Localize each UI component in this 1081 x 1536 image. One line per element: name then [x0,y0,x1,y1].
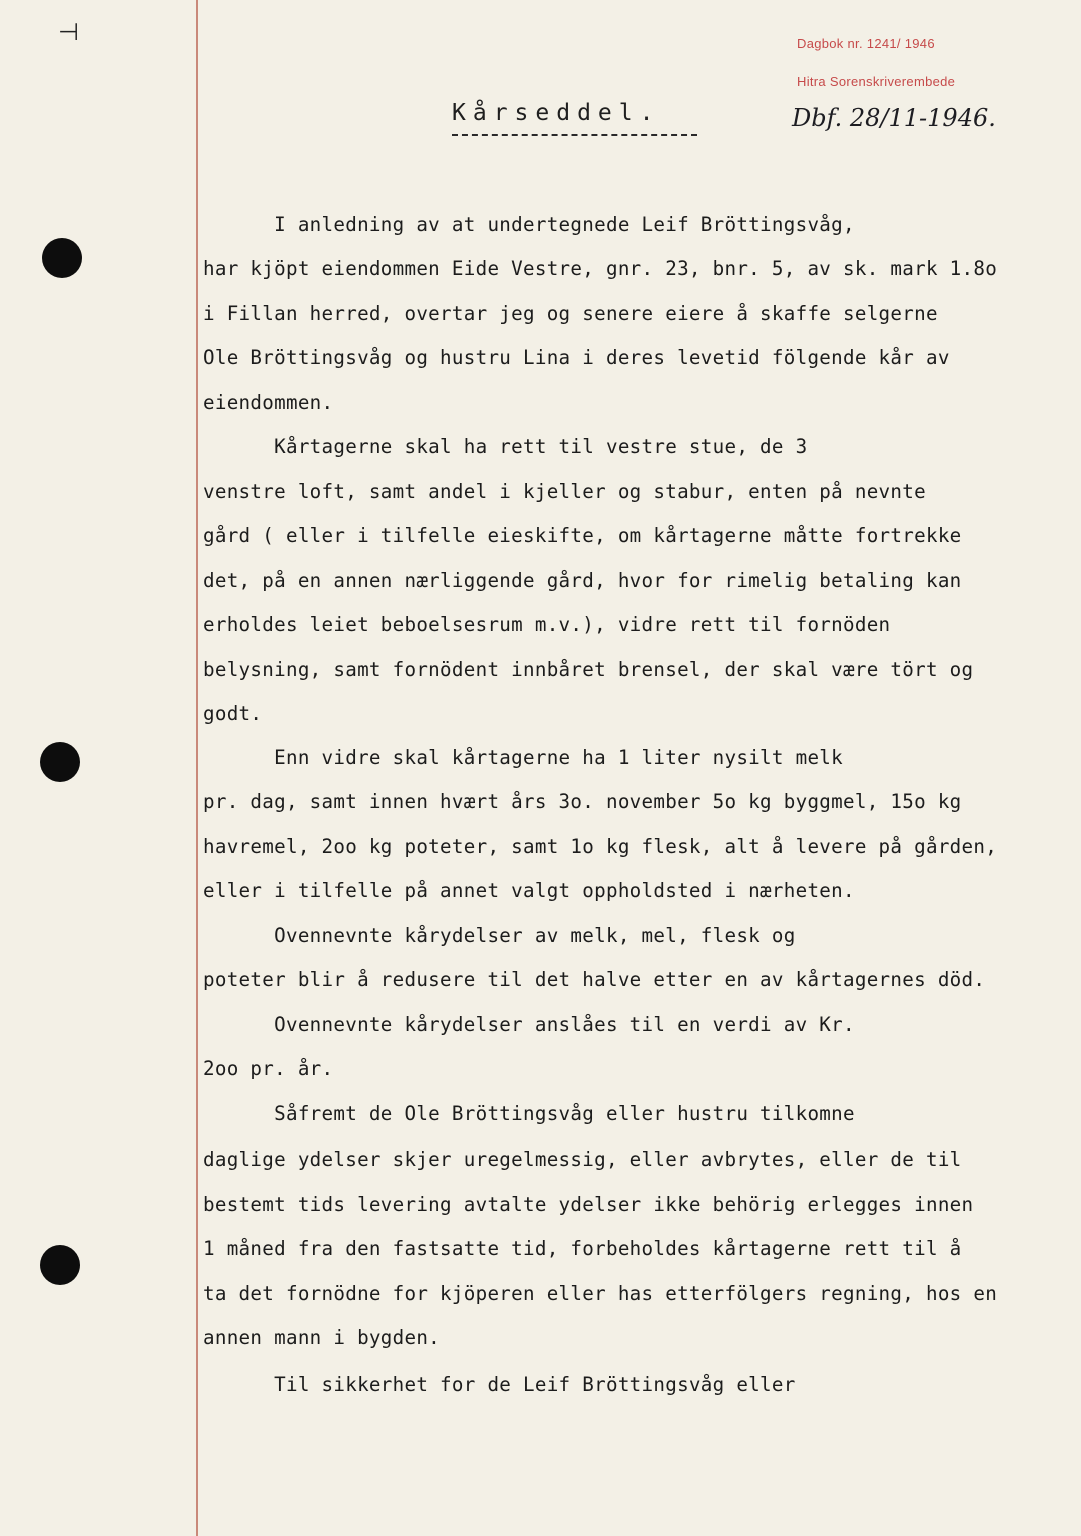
body-line: har kjöpt eiendommen Eide Vestre, gnr. 23, bnr. 5, av sk. mark 1.8o [203,257,998,280]
margin-line [196,0,198,1536]
body-line: havremel, 2oo kg poteter, samt 1o kg flesk, alt å levere på gården, [203,835,998,858]
body-line: pr. dag, samt innen hvært års 3o. november 5o kg byggmel, 15o kg [203,790,962,813]
body-line: Ovennevnte kårydelser anslåes til en verdi av Kr. [203,1013,855,1036]
body-line: ta det fornödne for kjöperen eller has etterfölgers regning, hos en [203,1282,998,1305]
body-line: erholdes leiet beboelsesrum m.v.), vidre rett til fornöden [203,613,891,636]
body-line: Enn vidre skal kårtagerne ha 1 liter nysilt melk [203,746,843,769]
corner-mark: ⊣ [58,18,79,46]
body-line: gård ( eller i tilfelle eieskifte, om kårtagerne måtte fortrekke [203,524,962,547]
body-line: 1 måned fra den fastsatte tid, forbeholdes kårtagerne rett til å [203,1237,962,1260]
body-line: belysning, samt fornödent innbåret brensel, der skal være tört og [203,658,974,681]
title-underline [452,134,697,136]
registry-stamp-office: Hitra Sorenskriverembede [797,74,956,89]
body-line: i Fillan herred, overtar jeg og senere eiere å skaffe selgerne [203,302,938,325]
body-line: eiendommen. [203,391,334,414]
body-line: godt. [203,702,263,725]
body-line: eller i tilfelle på annet valgt oppholdsted i nærheten. [203,879,855,902]
body-line: I anledning av at undertegnede Leif Bröttingsvåg, [203,213,855,236]
punch-hole-bottom [40,1245,80,1285]
body-line: annen mann i bygden. [203,1326,441,1349]
body-line: Ovennevnte kårydelser av melk, mel, flesk og [203,924,796,947]
document-title: Kårseddel. [452,100,661,126]
body-line: daglige ydelser skjer uregelmessig, eller avbrytes, eller de til [203,1148,962,1171]
body-line: Såfremt de Ole Bröttingsvåg eller hustru tilkomne [203,1102,855,1125]
body-line: det, på en annen nærliggende gård, hvor for rimelig betaling kan [203,569,962,592]
punch-hole-middle [40,742,80,782]
body-line: Til sikkerhet for de Leif Bröttingsvåg eller [203,1373,796,1396]
handwritten-registration-date: Dbf. 28/11-1946. [792,104,996,132]
body-line: Kårtagerne skal ha rett til vestre stue, de 3 [203,435,808,458]
punch-hole-top [42,238,82,278]
body-line: venstre loft, samt andel i kjeller og stabur, enten på nevnte [203,480,926,503]
body-line: 2oo pr. år. [203,1057,334,1080]
body-line: Ole Bröttingsvåg og hustru Lina i deres levetid fölgende kår av [203,346,950,369]
body-line: bestemt tids levering avtalte ydelser ikke behörig erlegges innen [203,1193,974,1216]
body-line: poteter blir å redusere til det halve etter en av kårtagernes död. [203,968,986,991]
registry-stamp-number: Dagbok nr. 1241/ 1946 [797,36,935,51]
